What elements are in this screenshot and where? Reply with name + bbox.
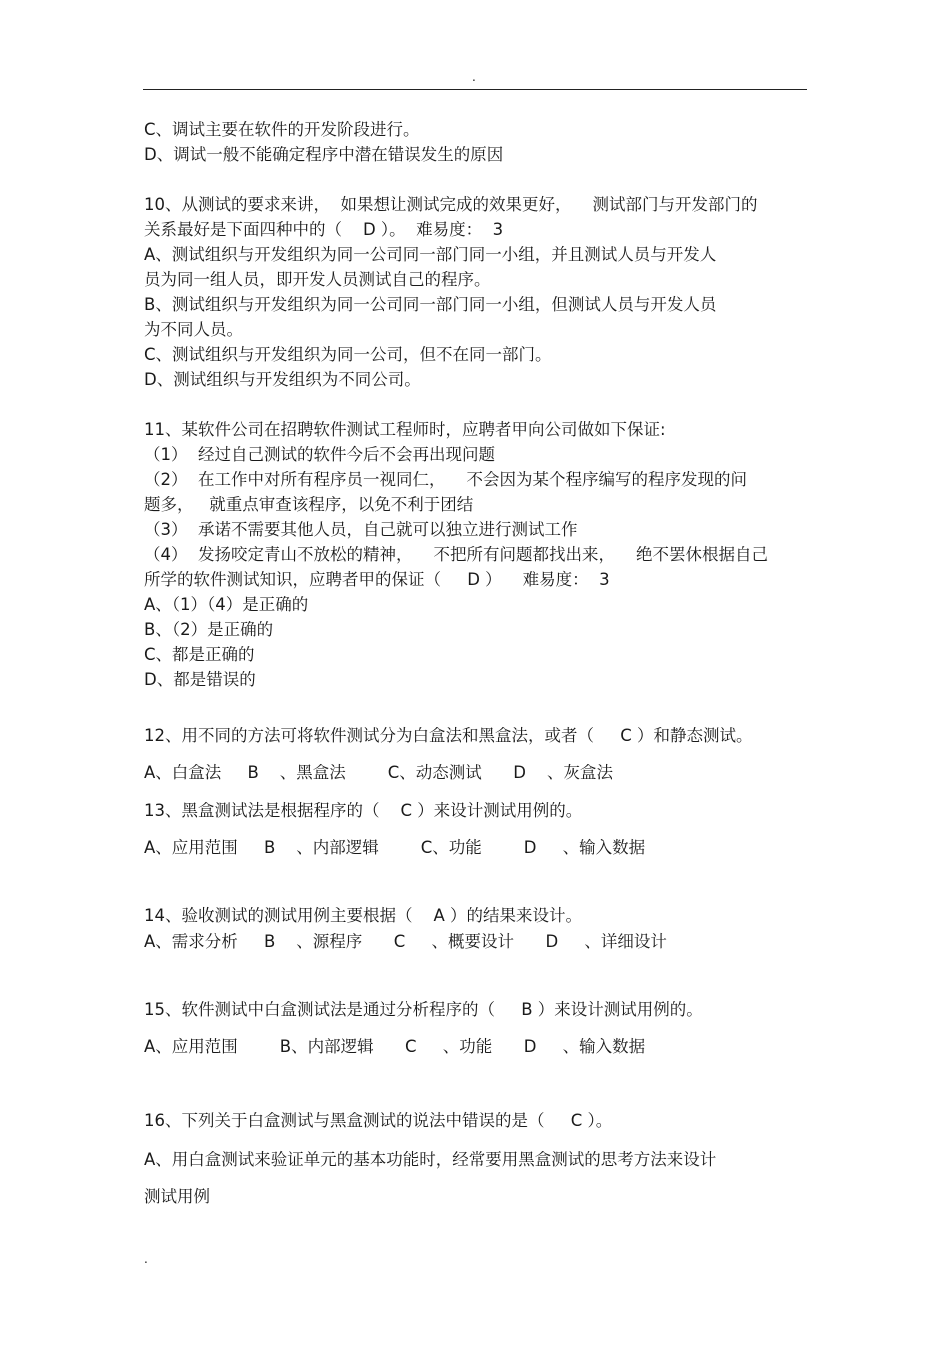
text-line: B、测试组织与开发组织为同一公司同一部门同一小组，但测试人员与开发人员	[144, 295, 717, 314]
text-line: A、应用范围 B、内部逻辑 C 、功能 D 、输入数据	[144, 1037, 646, 1056]
text-line: 11、某软件公司在招聘软件测试工程师时，应聘者甲向公司做如下保证:	[144, 420, 666, 439]
text-line: A、白盒法 B 、黑盒法 C、动态测试 D 、灰盒法	[144, 763, 613, 782]
text-line: 关系最好是下面四种中的（ D ）。 难易度： 3	[144, 220, 504, 239]
text-line: 为不同人员。	[144, 320, 243, 339]
text-line: D、测试组织与开发组织为不同公司。	[144, 370, 421, 389]
text-line: 员为同一组人员，即开发人员测试自己的程序。	[144, 270, 491, 289]
text-line: 10、从测试的要求来讲， 如果想让测试完成的效果更好， 测试部门与开发部门的	[144, 195, 758, 214]
text-line: B、（2）是正确的	[144, 620, 274, 639]
text-line: 16、下列关于白盒测试与黑盒测试的说法中错误的是（ C ）。	[144, 1111, 613, 1130]
text-line: 14、验收测试的测试用例主要根据（ A ）的结果来设计。	[144, 906, 583, 925]
text-line: A、需求分析 B 、源程序 C 、概要设计 D 、详细设计	[144, 932, 667, 951]
text-line: （2） 在工作中对所有程序员一视同仁， 不会因为某个程序编写的程序发现的问	[144, 470, 747, 489]
footer-dot: .	[144, 1252, 148, 1266]
text-line: D、都是错误的	[144, 670, 256, 689]
header-dot: .	[472, 70, 476, 84]
text-line: （1） 经过自己测试的软件今后不会再出现问题	[144, 445, 495, 464]
header-rule	[143, 89, 807, 90]
text-line: C、都是正确的	[144, 645, 255, 664]
text-line: 13、黑盒测试法是根据程序的（ C ）来设计测试用例的。	[144, 801, 583, 820]
text-line: （3） 承诺不需要其他人员，自己就可以独立进行测试工作	[144, 520, 578, 539]
text-line: C、测试组织与开发组织为同一公司，但不在同一部门。	[144, 345, 552, 364]
text-line: C、调试主要在软件的开发阶段进行。	[144, 120, 420, 139]
text-line: 测试用例	[144, 1187, 210, 1206]
text-line: A、（1）（4）是正确的	[144, 595, 309, 614]
text-line: A、测试组织与开发组织为同一公司同一部门同一小组，并且测试人员与开发人	[144, 245, 717, 264]
text-line: A、用白盒测试来验证单元的基本功能时，经常要用黑盒测试的思考方法来设计	[144, 1150, 717, 1169]
text-line: （4） 发扬咬定青山不放松的精神， 不把所有问题都找出来， 绝不罢休根据自己	[144, 545, 768, 564]
text-line: 12、用不同的方法可将软件测试分为白盒法和黑盒法，或者（ C ）和静态测试。	[144, 726, 753, 745]
text-line: A、应用范围 B 、内部逻辑 C、功能 D 、输入数据	[144, 838, 646, 857]
text-line: 15、软件测试中白盒测试法是通过分析程序的（ B ）来设计测试用例的。	[144, 1000, 703, 1019]
text-line: 所学的软件测试知识，应聘者甲的保证（ D ） 难易度： 3	[144, 570, 610, 589]
text-line: D、调试一般不能确定程序中潜在错误发生的原因	[144, 145, 504, 164]
text-line: 题多， 就重点审查该程序，以免不利于团结	[144, 495, 474, 514]
